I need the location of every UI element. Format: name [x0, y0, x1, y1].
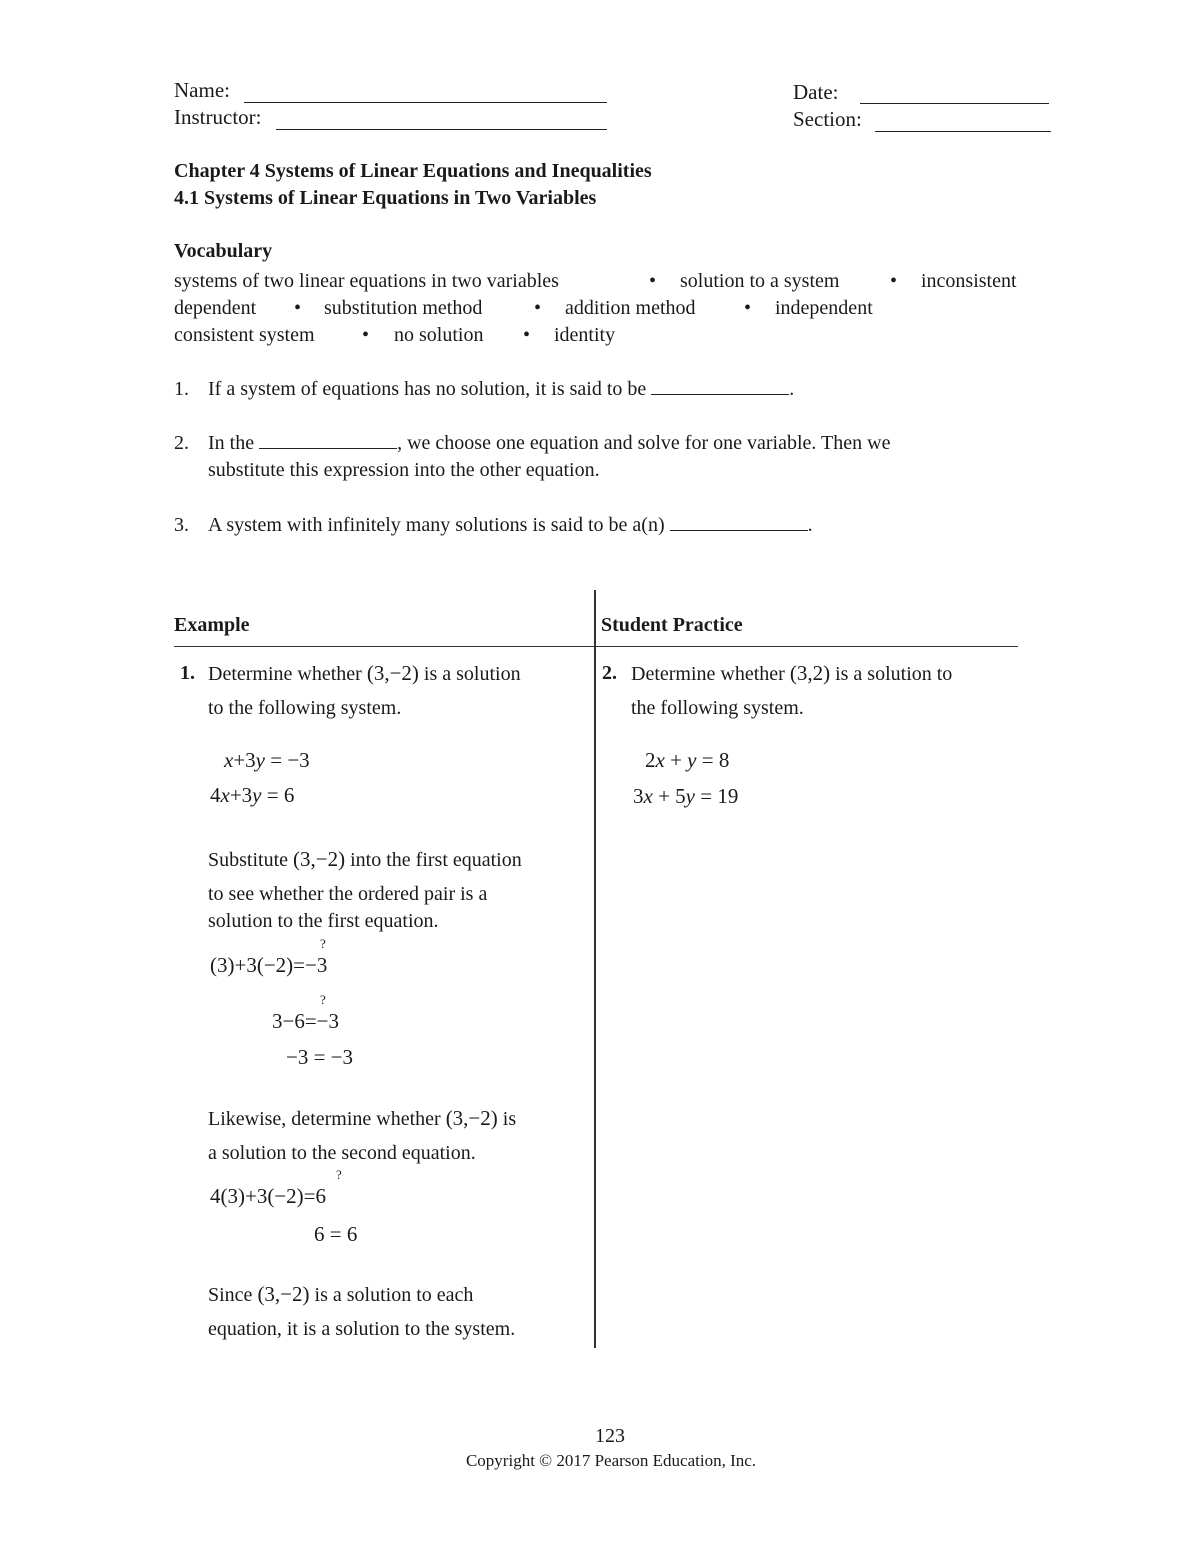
vocab-bullet: •	[523, 324, 531, 346]
question-3	[208, 512, 813, 539]
question-mark: ?	[336, 1167, 342, 1182]
vocab-term: identity	[554, 324, 616, 346]
page-number: 123	[595, 1425, 625, 1447]
section-field[interactable]	[875, 131, 1051, 132]
equation-1	[224, 748, 310, 773]
example-text: a solution to the second equation.	[208, 1142, 476, 1164]
vocab-term: addition method	[565, 297, 696, 319]
work-step: (3)+3(−2)=−3	[210, 953, 328, 977]
practice-text: Determine whether	[631, 663, 785, 685]
vocab-term: independent	[775, 297, 873, 319]
question-mark: ?	[320, 992, 326, 1007]
example-text: equation, it is a solution to the system.	[208, 1318, 516, 1340]
name-field[interactable]	[244, 102, 607, 103]
column-header-example: Example	[174, 614, 250, 636]
question-text: In the	[208, 432, 255, 454]
variable: y	[252, 783, 262, 807]
column-header-practice: Student Practice	[601, 614, 743, 636]
question-text: .	[789, 378, 795, 400]
practice-intro	[631, 660, 952, 688]
vocab-bullet: •	[294, 297, 302, 319]
question-text: .	[807, 514, 813, 536]
ordered-pair: (3,2)	[789, 661, 831, 685]
term: +3	[229, 783, 253, 807]
date-label: Date:	[793, 80, 839, 104]
vocab-term: no solution	[394, 324, 484, 346]
section-label: Section:	[793, 107, 862, 131]
column-divider	[594, 590, 596, 1348]
variable: x	[643, 784, 653, 808]
term: +3	[233, 748, 256, 772]
vocab-bullet: •	[649, 270, 657, 292]
term: 4	[210, 783, 221, 807]
example-text: is a solution	[423, 663, 521, 685]
ordered-pair: (3,−2)	[257, 1282, 310, 1306]
question-text: , we choose one equation and solve for one variable. Then we	[397, 432, 891, 454]
vocab-bullet: •	[362, 324, 370, 346]
variable: x	[220, 783, 230, 807]
variable: x	[655, 748, 665, 772]
term: 2	[645, 748, 656, 772]
vocab-term: systems of two linear equations in two variables	[174, 270, 559, 292]
vocab-term: solution to a system	[680, 270, 840, 292]
answer-blank-1[interactable]	[651, 376, 789, 395]
answer-blank-3[interactable]	[670, 512, 808, 531]
ordered-pair: (3,−2)	[366, 661, 419, 685]
chapter-title: Chapter 4 Systems of Linear Equations and Inequalities	[174, 160, 652, 182]
variable: y	[687, 748, 697, 772]
header-rule	[174, 646, 1018, 647]
vocab-bullet: •	[890, 270, 898, 292]
practice-equation-1	[645, 748, 729, 773]
example-text: is a solution to each	[314, 1284, 474, 1306]
variable: x	[224, 748, 234, 772]
work-step: 6 = 6	[314, 1222, 358, 1246]
section-title: 4.1 Systems of Linear Equations in Two Variables	[174, 187, 597, 209]
practice-number: 2.	[602, 662, 617, 684]
term: = 6	[261, 783, 295, 807]
date-field[interactable]	[860, 103, 1049, 104]
vocabulary-heading: Vocabulary	[174, 240, 273, 262]
variable: y	[255, 748, 265, 772]
ordered-pair: (3,−2)	[445, 1106, 498, 1130]
variable: y	[685, 784, 695, 808]
question-1	[208, 376, 794, 403]
question-2	[208, 430, 890, 457]
instructor-label: Instructor:	[174, 105, 262, 129]
vocab-term: consistent system	[174, 324, 315, 346]
practice-text: is a solution to	[835, 663, 953, 685]
question-mark: ?	[320, 936, 326, 951]
likewise-text	[208, 1105, 516, 1133]
ordered-pair: (3,−2)	[293, 847, 346, 871]
since-text	[208, 1281, 473, 1309]
question-number: 2.	[174, 432, 189, 454]
vocab-bullet: •	[744, 297, 752, 319]
term: = 19	[695, 784, 739, 808]
substitute-text	[208, 846, 522, 874]
example-text: into the first equation	[350, 849, 522, 871]
practice-work-area[interactable]	[601, 815, 1018, 1335]
vocab-term: substitution method	[324, 297, 483, 319]
example-text: to the following system.	[208, 697, 402, 719]
example-text: Substitute	[208, 849, 289, 871]
copyright: Copyright © 2017 Pearson Education, Inc.	[465, 1451, 757, 1470]
example-text: is	[502, 1108, 517, 1130]
question-number: 3.	[174, 514, 189, 536]
example-text: Determine whether	[208, 663, 362, 685]
work-step: −3 = −3	[286, 1045, 354, 1069]
instructor-field[interactable]	[276, 129, 607, 130]
equation-2	[210, 783, 294, 808]
question-text: substitute this expression into the other equation.	[208, 459, 600, 481]
answer-blank-2[interactable]	[259, 430, 397, 449]
example-number: 1.	[180, 662, 195, 684]
name-label: Name:	[174, 78, 230, 102]
term: +	[664, 748, 688, 772]
example-text: Likewise, determine whether	[208, 1108, 441, 1130]
vocab-term: dependent	[174, 297, 257, 319]
work-step: 4(3)+3(−2)=6	[210, 1184, 327, 1208]
question-text: A system with infinitely many solutions is said to be a(n)	[208, 514, 665, 536]
term: + 5	[652, 784, 686, 808]
term: = 8	[696, 748, 730, 772]
question-number: 1.	[174, 378, 189, 400]
example-text: Since	[208, 1284, 253, 1306]
question-text: If a system of equations has no solution, it is said to be	[208, 378, 647, 400]
vocab-bullet: •	[534, 297, 542, 319]
example-text: to see whether the ordered pair is a	[208, 883, 488, 905]
work-step: 3−6=−3	[272, 1009, 340, 1033]
term: = −3	[265, 748, 310, 772]
example-text: solution to the first equation.	[208, 910, 439, 932]
practice-equation-2	[633, 784, 738, 809]
vocab-term: inconsistent	[921, 270, 1017, 292]
example-intro	[208, 660, 521, 688]
term: 3	[633, 784, 644, 808]
practice-text: the following system.	[631, 697, 804, 719]
